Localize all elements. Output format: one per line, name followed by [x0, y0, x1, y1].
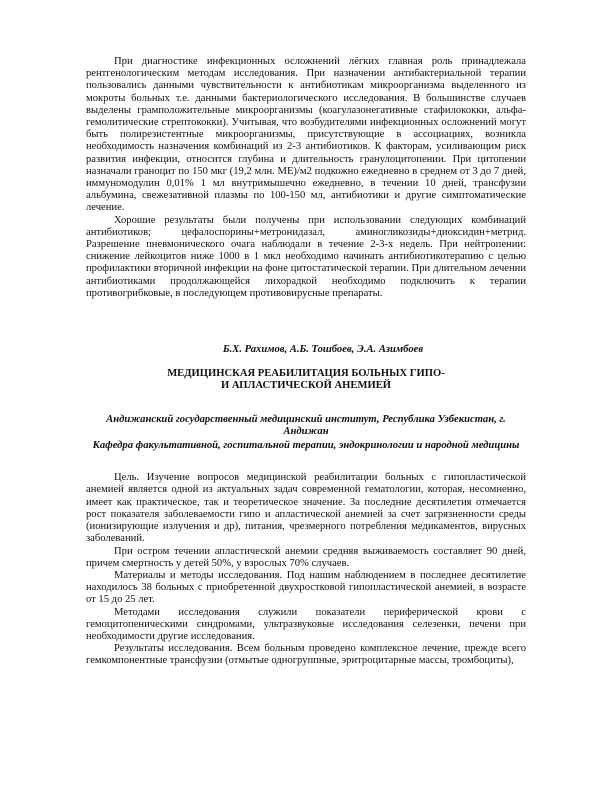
article-affiliation: Андижанский государственный медицинский институт, Республика Узбекистан, г. Андижан [106, 413, 506, 437]
article-title [86, 368, 526, 392]
article-title-line: И АПЛАСТИЧЕСКОЙ АНЕМИЕЙ [220, 380, 392, 392]
body-paragraph: Результаты исследования. Всем больным проведено комплексное лечение, прежде всего гемкомпонентные трансфузии (отмытые одногруппные, эритроцитарные массы, тромбоциты), [86, 643, 526, 667]
article-title-line: МЕДИЦИНСКАЯ РЕАБИЛИТАЦИЯ БОЛЬНЫХ ГИПО- [167, 368, 445, 380]
article-department: Кафедра факультативной, госпитальной терапии, эндокринологии и народной медицины [92, 440, 520, 452]
body-paragraph: При диагностике инфекционных осложнений лёгких главная роль принадлежала рентгенологическим методам исследования. При назначении антибактериальной терапии пользовались данными чувствительности к антибиотикам микроорганизма выделенного из мокроты больных т.е. данными бактериологического исследования. В большинстве случаев выделены грамположительные микроорганизмы (коагулазонегативные стафилококки, альфа-гемолитические стрептококки). Учитывая, что возбудителями инфекционных осложнений могут быть полирезистентные микроорганизмы, присутствующие в ассоциациях, возникла необходимость назначения комбинаций из 2-3 антибиотиков. К факторам, усиливающим риск развития инфекции, относится глубина и длительность гранулоцитопении. При цитопении назначали граноцит по 150 мкг (19,2 млн. МЕ)/м2 подкожно ежедневно в среднем от 3 до 7 дней, иммуномодулин 0,01% 1 мл внутримышечно ежедневно, в течении 10 дней, трансфузии альбумина, свежезативной плазмы по 100-150 мл, антибиотики и другие симптоматические лечение. [86, 56, 526, 214]
document-page [86, 56, 526, 668]
body-paragraph: Цель. Изучение вопросов медицинской реабилитации больных с гипопластической анемией является одной из актуальных задач современной гематологии, которая, несомненно, имеет как практическое, так и теоретическое значение. За последние десятилетия отмечается рост показателя заболеваемости гипо и апластической анемией за счет загрязненности среды (ионизирующие излучения и др), питания, чрезмерного потребления медикаментов, вирусных заболеваний. [86, 472, 526, 545]
article-authors: Б.Х. Рахимов, А.Б. Тошбоев, Э.А. Азимбоев [222, 344, 424, 356]
body-paragraph: Материалы и методы исследования. Под нашим наблюдением в последнее десятилетие находилось 38 больных с приобретенной двухростковой гипопластической анемией, в возрасте от 15 до 25 лет. [86, 569, 526, 606]
section-spacer [86, 300, 526, 344]
body-paragraph: Хорошие результаты были получены при использовании следующих комбинаций антибиотиков; цефалоспорины+метронидазал, аминогликозиды+диоксидин+метрид. Разрешение пневмонического очага наблюдали в течение 2-3-х недель. При нейтропении: снижение лейкоцитов ниже 1000 в 1 мкл необходимо начинать антибиотикотерапию с целью профилактики вторичной инфекции на фоне цитостатической терапии. При длительном лечении антибиотиками продолжающейся лихорадкой необходимо подключить к терапии противогрибковые, в последующем противовирусные препараты. [86, 214, 526, 299]
section-spacer [86, 452, 526, 472]
body-paragraph: При остром течении апластической анемии средняя выживаемость составляет 90 дней, причем смертность у детей 50%, у взрослых 70% случаев. [86, 545, 526, 569]
body-paragraph: Методами исследования служили показатели периферической крови с гемоцитопеническими синдромами, ультразвуковые исследования селезенки, печени при необходимости другие исследования. [86, 606, 526, 642]
